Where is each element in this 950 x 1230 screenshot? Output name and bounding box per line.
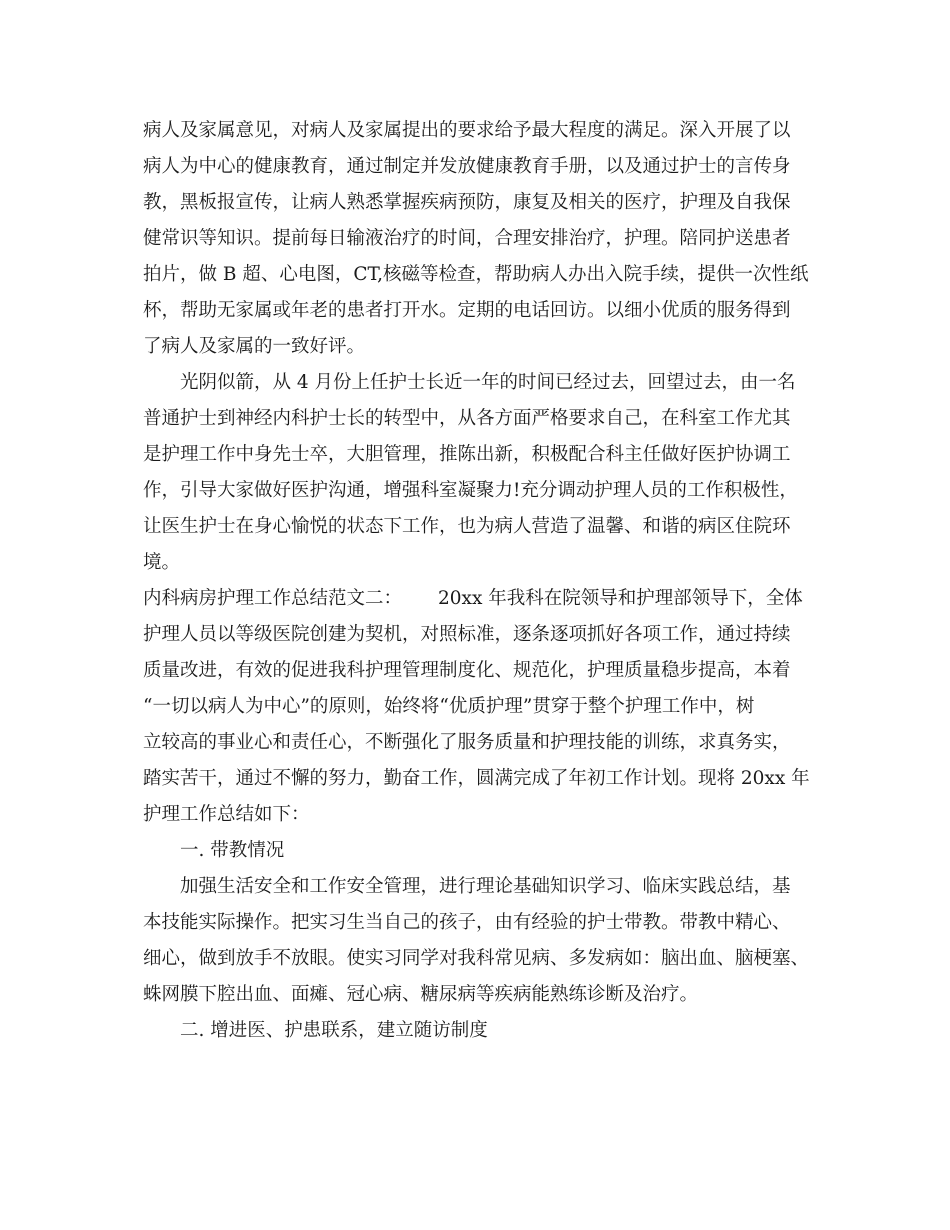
text-line: 本技能实际操作。把实习生当自己的孩子，由有经验的护士带教。带教中精心、 (143, 912, 791, 933)
text-line: “一切以病人为中心”的原则，始终将“优质护理”贯穿于整个护理工作中，树 (143, 696, 755, 717)
text-line: 踏实苦干，通过不懈的努力，勤奋工作，圆满完成了年初工作计划。现将 20xx 年 (143, 768, 810, 789)
text-line: 普通护士到神经内科护士长的转型中，从各方面严格要求自己，在科室工作尤其 (143, 408, 791, 429)
text-line: 拍片，做 B 超、心电图，CT,核磁等检查，帮助病人办出入院手续，提供一次性纸 (143, 264, 809, 285)
text-line: 境。 (143, 552, 181, 573)
text-line: 细心，做到放手不放眼。使实习同学对我科常见病、多发病如：脑出血、脑梗塞、 (143, 948, 810, 969)
section-title: 内科病房护理工作总结范文二： (143, 588, 403, 609)
text-line: 立较高的事业心和责任心，不断强化了服务质量和护理技能的训练，求真务实， (143, 732, 791, 753)
text-line: 让医生护士在身心愉悦的状态下工作，也为病人营造了温馨、和谐的病区住院环 (143, 516, 791, 537)
text-line: 了病人及家属的一致好评。 (143, 336, 366, 357)
paragraph-first-line: 光阴似箭，从 4 月份上任护士长近一年的时间已经过去，回望过去，由一名 (180, 372, 796, 393)
text-line: 病人及家属意见，对病人及家属提出的要求给予最大程度的满足。深入开展了以 (143, 120, 791, 141)
subheading: 二. 增进医、护患联系，建立随访制度 (180, 1020, 488, 1041)
text-line: 20xx 年我科在院领导和护理部领导下，全体 (438, 588, 803, 609)
text-line: 教，黑板报宣传，让病人熟悉掌握疾病预防，康复及相关的医疗，护理及自我保 (143, 192, 791, 213)
text-line: 是护理工作中身先士卒，大胆管理，推陈出新，积极配合科主任做好医护协调工 (143, 444, 791, 465)
paragraph-first-line: 加强生活安全和工作安全管理，进行理论基础知识学习、临床实践总结，基 (180, 876, 791, 897)
text-line: 作，引导大家做好医护沟通，增强科室凝聚力!充分调动护理人员的工作积极性， (143, 480, 798, 501)
text-line: 护理人员以等级医院创建为契机，对照标准，逐条逐项抓好各项工作，通过持续 (143, 624, 791, 645)
text-line: 护理工作总结如下： (143, 804, 310, 825)
text-line: 健常识等知识。提前每日输液治疗的时间，合理安排治疗，护理。陪同护送患者 (143, 228, 791, 249)
text-line: 病人为中心的健康教育，通过制定并发放健康教育手册，以及通过护士的言传身 (143, 156, 791, 177)
text-line: 质量改进，有效的促进我科护理管理制度化、规范化，护理质量稳步提高，本着 (143, 660, 791, 681)
text-line: 蛛网膜下腔出血、面瘫、冠心病、糖尿病等疾病能熟练诊断及治疗。 (143, 984, 699, 1005)
subheading: 一. 带教情况 (180, 840, 285, 861)
text-line: 杯，帮助无家属或年老的患者打开水。定期的电话回访。以细小优质的服务得到 (143, 300, 791, 321)
